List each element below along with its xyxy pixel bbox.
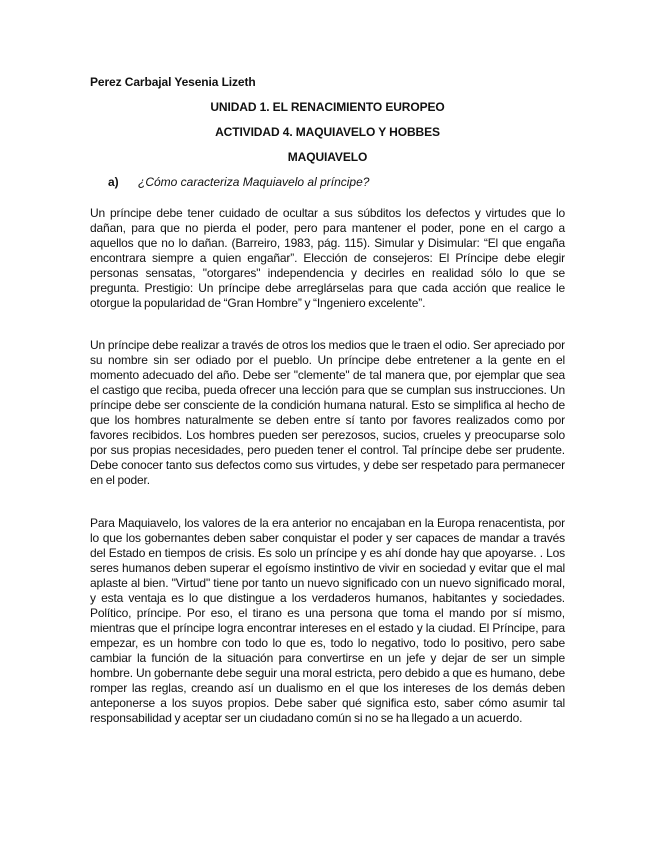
question-marker: a) <box>108 175 119 189</box>
section-heading: MAQUIAVELO <box>287 150 368 164</box>
paragraph-3: Para Maquiavelo, los valores de la era anterior no encajaban en la Europa renacentista, por lo que los gobernantes deben saber conquistar el poder y ser capaces de mandar a través del Estado en tiempos de crisis. Es solo un príncipe y es ahí donde hay que apoyarse. . Los seres humanos deben superar el egoísmo instintivo de vivir en sociedad y evitar que el mal aplaste al bien. "Virtud" tiene por tanto un nuevo significado con un nuevo significado moral, y esta ventaja es lo que distingue a los verdaderos humanos, habitantes y sociedades. Político, príncipe. Por eso, el tirano es una persona que toma el mando por sí mismo, mientras que el príncipe logra encontrar intereses en el estado y la ciudad. El Príncipe, para empezar, es un hombre con todo lo que es, todo lo negativo, todo lo positivo, pero sabe cambiar la función de la situación para convertirse en un jefe y dejar de ser un simple hombre. Un gobernante debe seguir una moral estricta, pero debido a que es humano, debe romper las reglas, creando así un dualismo en el que los intereses de los demás deben anteponerse a los suyos propios. Debe saber qué significa esto, saber cómo asumir tal responsabilidad y aceptar ser un ciudadano común si no se ha llegado a un acuerdo. <box>90 516 565 725</box>
activity-heading: ACTIVIDAD 4. MAQUIAVELO Y HOBBES <box>215 125 440 139</box>
paragraph-2: Un príncipe debe realizar a través de otros los medios que le traen el odio. Ser apreciado por su nombre sin ser odiado por el pueblo. Un príncipe debe entretener a la gente en el momento adecuado del año. Debe ser "clemente" de tal manera que, por ejemplar que sea el castigo que reciba, pueda ofrecer una lección para que se cumplan sus instrucciones. Un príncipe debe ser consciente de la condición humana natural. Esto se simplifica al hecho de que los hombres naturalmente se deben entre sí tanto por favores realizados como por favores recibidos. Los hombres pueden ser perezosos, sucios, crueles y preocuparse solo por sus propias necesidades, pero pueden tener el control. Tal príncipe debe ser prudente. Debe conocer tanto sus defectos como sus virtudes, y debe ser respetado para permanecer en el poder. <box>90 338 565 487</box>
author-name: Perez Carbajal Yesenia Lizeth <box>90 75 256 89</box>
question-item <box>108 175 369 189</box>
paragraph-1: Un príncipe debe tener cuidado de ocultar a sus súbditos los defectos y virtudes que lo dañan, para que no pierda el poder, pero para mantener el poder, pone en el cargo a aquellos que no lo dañan. (Barreiro, 1983, pág. 115). Simular y Disimular: “El que engaña encontrara siempre a quien engañar”. Elección de consejeros: El Príncipe debe elegir personas sensatas, "otorgares" independencia y decirles en realidad sólo lo que se pregunta. Prestigio: Un príncipe debe arreglárselas para que cada acción que realice le otorgue la popularidad de “Gran Hombre” y “Ingeniero excelente”. <box>90 206 565 310</box>
unit-heading: UNIDAD 1. EL RENACIMIENTO EUROPEO <box>210 100 445 114</box>
question-text: ¿Cómo caracteriza Maquiavelo al príncipe? <box>138 175 370 189</box>
